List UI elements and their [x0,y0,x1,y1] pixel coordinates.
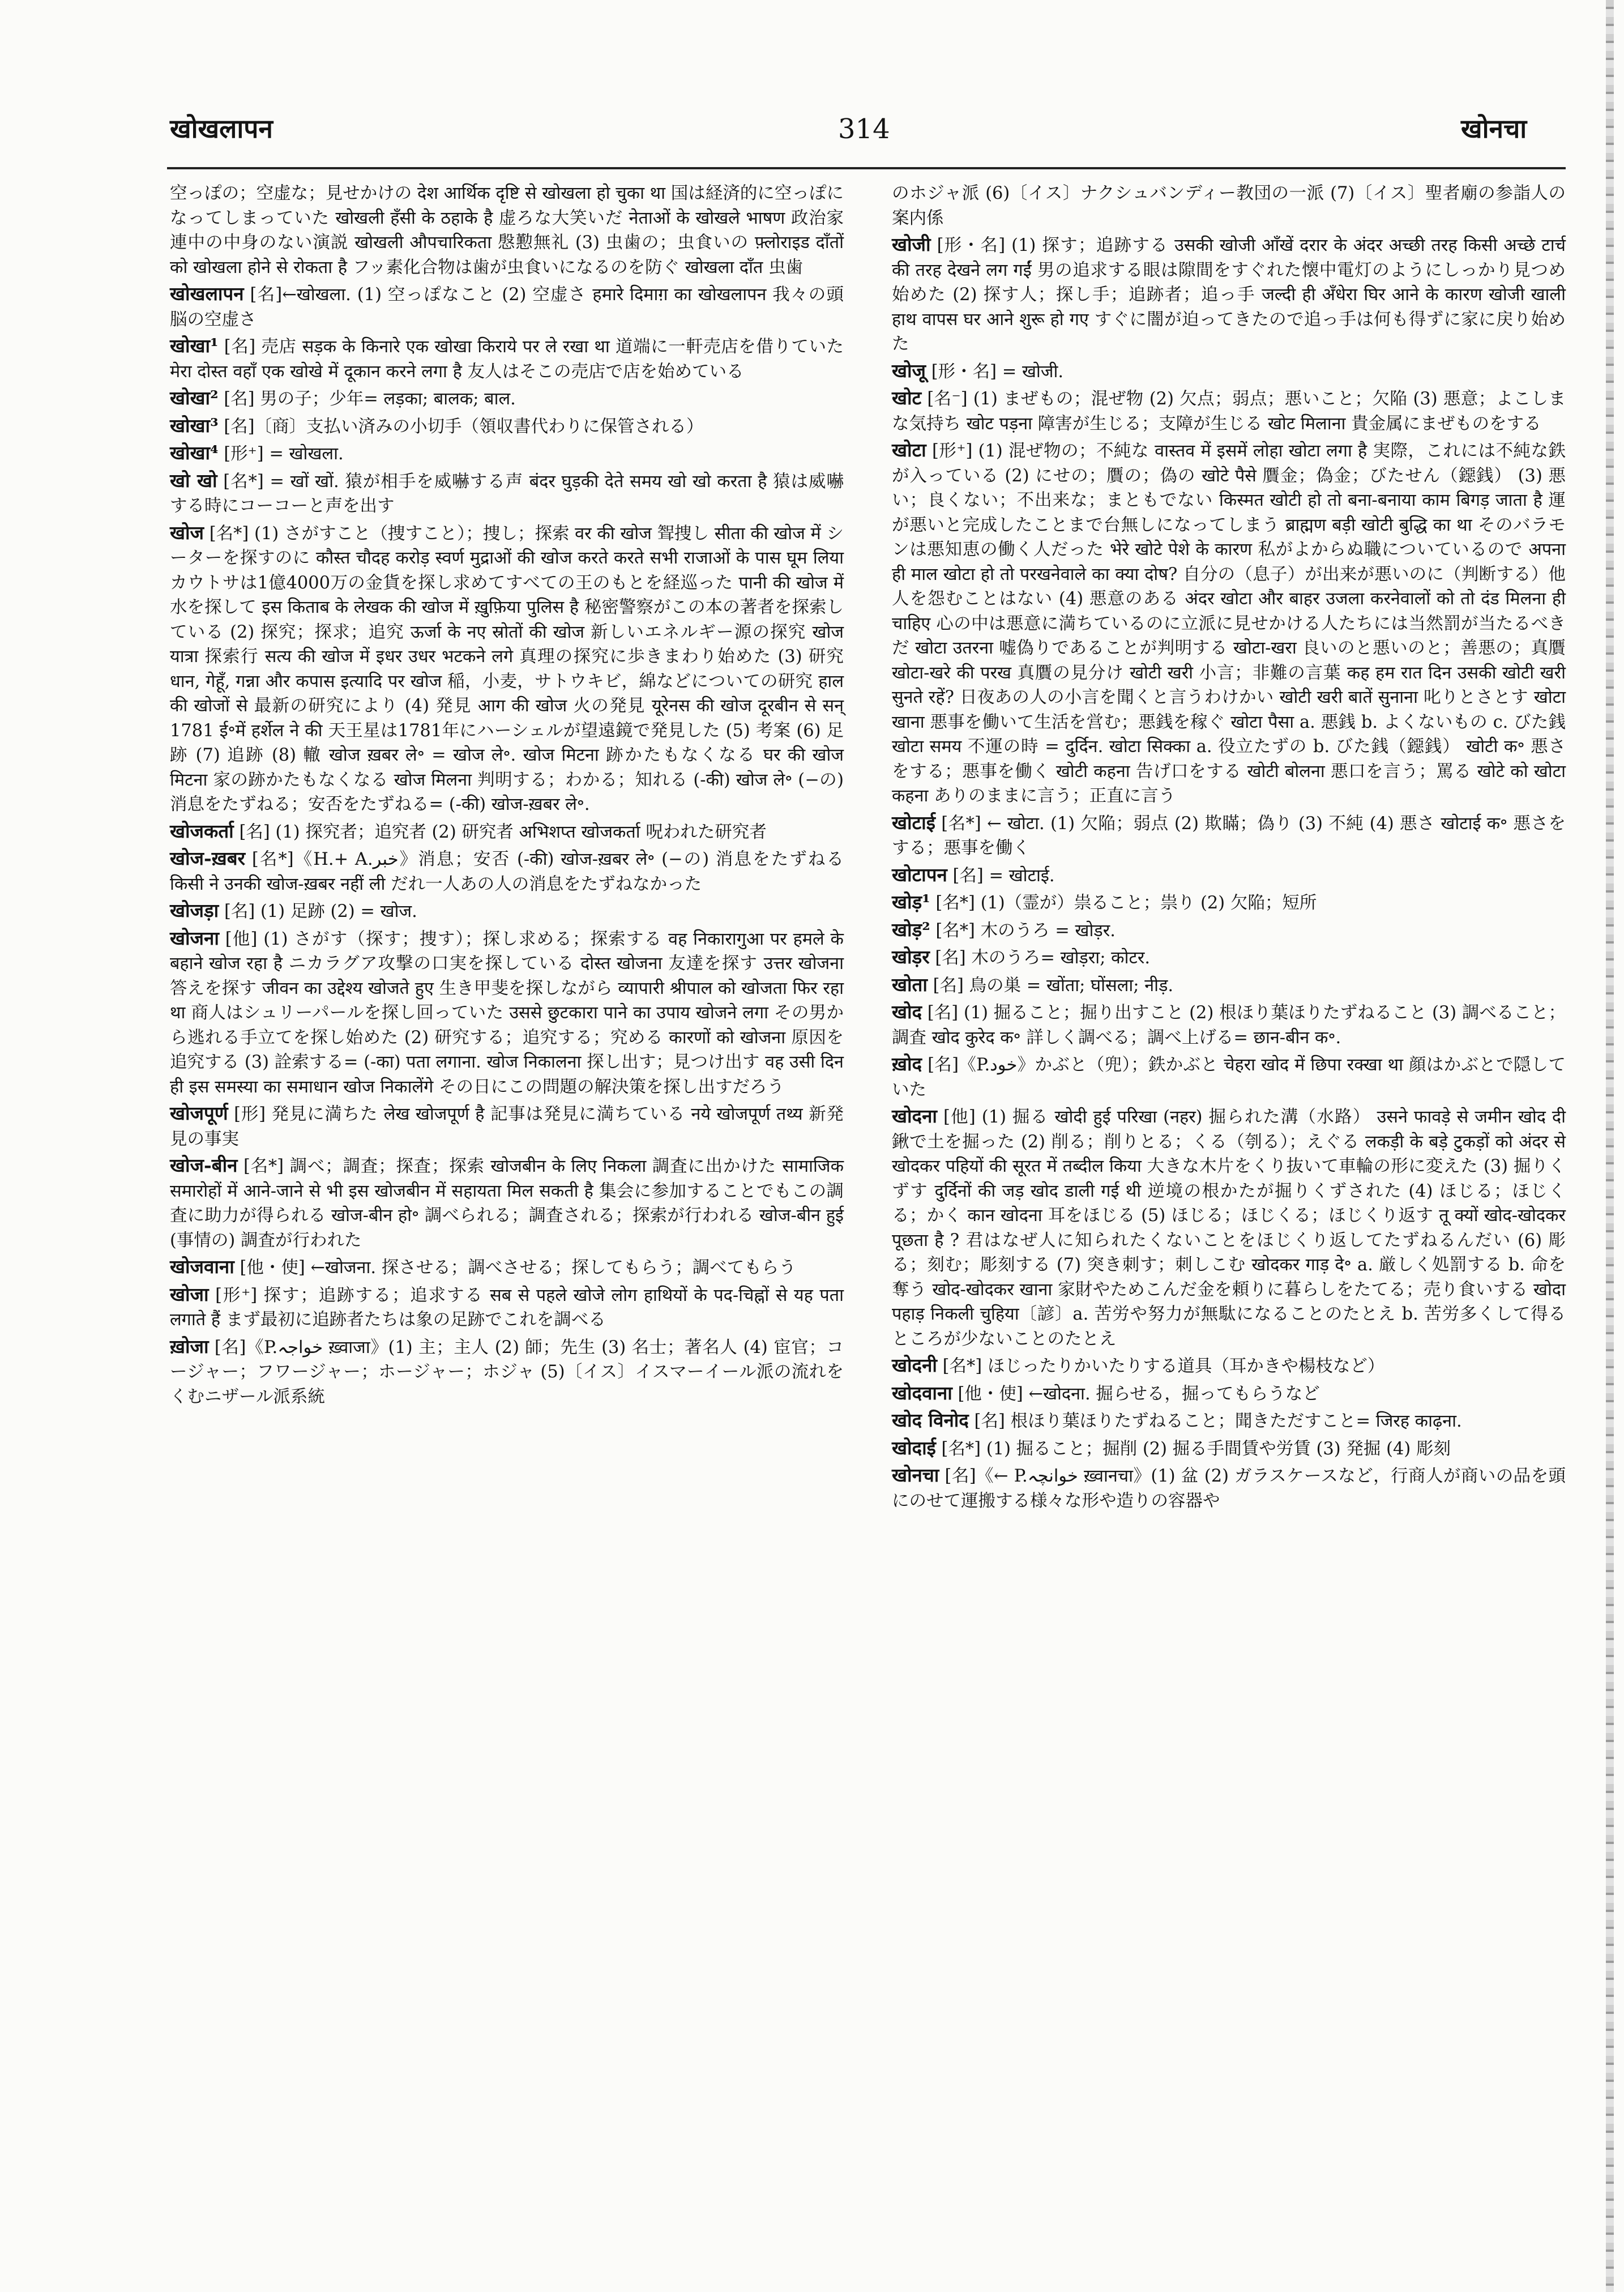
entry-definition: [他・使] ←खोजना. 探させる；調べさせる；探してもらう；調べてもらう [240,1258,796,1278]
dictionary-entry [170,1101,844,1151]
entry-definition: [名*] = खों खों. 猿が相手を威嚇する声 बंदर घुड़की देते समय खो खो करता है 猿は威嚇する時にコーコーと声を出す [170,471,844,516]
entry-definition: [名]《P.خواجہ ख़्वाजा》(1) 主；主人 (2) 師；先生 (3) 名士；著名人 (4) 宦官；コージャー；フワージャー；ホージャー；ホジャ (5)〔イス〕イスマーイール派の流れをくむニザール派系統 [170,1337,844,1407]
dictionary-entry [892,1052,1566,1102]
left-running-headword: खोखलापन [170,113,273,144]
entry-definition: [名] (1) 掘ること；掘り出すこと (2) 根ほり葉ほりたずねること (3) 調べること；調査 खोद कुरेद क॰ 詳しく調べる；調べ上げる= छान-बीन क॰. [892,1003,1566,1048]
entry-headword: खोखा⁴ [170,442,219,464]
entry-headword: खोज [170,521,204,544]
entry-definition: [名] 根ほり葉ほりたずねること；聞きただすこと= जिरह काढ़ना. [974,1411,1462,1431]
entry-definition: [形⁺] 探す；追跡する；追求する सब से पहले खोजे लोग हाथियों के पद-चिह्नों से यह पता लगाते हैं まず最初に追跡者たちは象の足跡でこれを調べる [170,1285,844,1330]
dictionary-entry [170,1254,844,1281]
entry-headword: खोज-बीन [170,1154,238,1176]
dictionary-entry [892,810,1566,861]
page-edge [1606,0,1614,2292]
dictionary-entry [170,819,844,845]
dictionary-entry [170,898,844,924]
dictionary-entry [892,1381,1566,1407]
dictionary-entry [892,1463,1566,1513]
entry-headword: खोजू [892,359,926,382]
entry-headword: खोड़र [892,946,930,968]
dictionary-entry [892,358,1566,385]
entry-definition: 空っぽの；空虚な；見せかけの देश आर्थिक दृष्टि से खोखला हो चुका था 国は経済的に空っぽになってしまっていた खोखली हँसी के ठहाके है 虚ろな大笑いだ नेताओं के खोखले भाषण 政治家連中の中身のない演説 खोखली औपचारिकता 慇懃無礼 (3) 虫歯の；虫食いの फ़्लोराइड दाँतों को खोखला होने से रोकता है フッ素化合物は歯が虫食いになるのを防ぐ खोखला दाँत 虫歯 [170,183,844,278]
dictionary-entry [170,413,844,439]
entry-definition: [名] 鳥の巣 = खोंता; घोंसला; नीड़. [933,975,1174,996]
entry-headword: ख़ोद [892,1053,922,1075]
dictionary-entry [892,1104,1566,1351]
entry-headword: खोड़¹ [892,891,930,913]
dictionary-entry [892,945,1566,971]
entry-headword: खोजी [892,233,931,255]
entry-headword: खोटाई [892,811,935,834]
dictionary-entry [170,846,844,897]
entry-headword: खोखा¹ [170,335,219,357]
dictionary-entry [170,520,844,817]
dictionary-entry [170,386,844,412]
entry-definition: [名] (1) 足跡 (2) = खोज. [224,902,417,921]
entry-headword: खोखा³ [170,414,219,437]
entry-definition: のホジャ派 (6)〔イス〕ナクシュバンディー教団の一派 (7)〔イス〕聖者廟の参詣人の案内係 [892,183,1566,228]
dictionary-entry [170,1334,844,1410]
entry-headword: खोटापन [892,863,947,886]
dictionary-entry [892,386,1566,436]
entry-headword: खोजकर्ता [170,820,234,842]
entry-definition: [名*] 調べ；調査；探査；探索 खोजबीन के लिए निकला 調査に出かけた सामाजिक समारोहों में आने-जाने से भी इस खोजबीन में सहायता मिल सकती है 集会に参加することでもこの調査に助力が得られる खोज-बीन हो॰ 調べられる；調査される；探索が行われる खोज-बीन हुई (事情の) 調査が行われた [170,1156,844,1250]
dictionary-entry [170,181,844,280]
entry-headword: खोजना [170,927,219,949]
entry-definition: [形⁺] (1) 混ぜ物の；不純な वास्तव में इसमें लोहा खोटा लगा है 実際，これには不純な鉄が入っている (2) にせの；贋の；偽の खोटे पैसे 贋金；偽金；びたせん（鐚銭） (3) 悪い；良くない；不出来な；まともでない किस्मत खोटी हो तो बना-बनाया काम बिगड़ जाता है 運が悪いと完成したことまで台無しになってしまう ब्राह्मण बड़ी खोटी बुद्धि का था そのバラモンは悪知恵の働く人だった भेरे खोटे पेशे के कारण 私がよからぬ職についているので अपना ही माल खोटा हो तो परखनेवाले का क्या दोष? 自分の（息子）が出来が悪いのに（判断する）他人を怨むことはない (4) 悪意のある अंदर खोटा और बाहर उजला करनेवालों को तो दंड मिलना ही चाहिए 心の中は悪意に満ちているのに立派に見せかける人たちには当然罰が当たるべきだ खोटा उतरना 嘘偽りであることが判明する खोटा-खरा 良いのと悪いのと；善悪の；真贋 खोटा-खरे की परख 真贋の見分け खोटी खरी 小言；非難の言葉 कह हम रात दिन उसकी खोटी खरी सुनते रहें? 日夜あの人の小言を聞くと言うわけかい खोटी खरी बातें सुनाना 叱りとさとす खोटा खाना 悪事を働いて生活を営む；悪銭を稼ぐ खोटा पैसा a. 悪銭 b. よくないもの c. びた銭 खोटा समय 不運の時 = दुर्दिन. खोटा सिक्का a. 役立たずの b. びた銭（鐚銭） खोटी क॰ 悪さをする；悪事を働く खोटी कहना 告げ口をする खोटी बोलना 悪口を言う；罵る खोटे को खोटा कहना ありのままに言う；正直に言う [892,441,1566,806]
entry-definition: [名]←खोखला. (1) 空っぽなこと (2) 空虚さ हमारे दिमाग़ का खोखलापन 我々の頭脳の空虚さ [170,285,844,330]
entry-definition: [名] (1) 探究者；追究者 (2) 研究者 अभिशप्त खोजकर्ता 呪われた研究者 [239,822,767,842]
entry-headword: खोखा² [170,387,219,409]
entry-headword: खो खो [170,469,217,492]
entry-definition: [名*] 木のうろ = खोड़र. [935,920,1116,941]
entry-headword: खोदना [892,1105,937,1127]
entry-headword: खोदनी [892,1354,937,1376]
entry-headword: खोट [892,387,922,409]
entry-definition: [形] 発見に満ちた लेख खोजपूर्ण है 記事は発見に満ちている नये खोजपूर्ण तथ्य 新発見の事実 [170,1104,844,1149]
entry-definition: [名] 男の子；少年= लड़का; बालक; बाल. [224,389,516,409]
entry-definition: [名⁻] (1) まぜもの；混ぜ物 (2) 欠点；弱点；悪いこと；欠陥 (3) 悪意；よこしまな気持ち खोट पड़ना 障害が生じる；支障が生じる खोट मिलाना 貴金属にまぜものをする [892,389,1566,434]
entry-definition: [名]《← P.خوانچہ ख़्वानचा》(1) 盆 (2) ガラスケースなど，行商人が商いの品を頭にのせて運搬する様々な形や造りの容器や [892,1466,1566,1511]
dictionary-entry [892,1000,1566,1050]
dictionary-entry [170,334,844,384]
entry-definition: [名*] ほじったりかいたりする道具（耳かきや楊枝など） [942,1356,1385,1376]
entry-headword: खोड़² [892,918,930,941]
dictionary-entry [170,1282,844,1333]
entry-definition: [名]《P.خود》かぶと（兜）；鉄かぶと चेहरा खोद में छिपा रक्खा था 顔はかぶとで隠していた [892,1055,1566,1100]
entry-definition: [他・使] ←खोदना. 掘らせる，掘ってもらうなど [958,1384,1320,1404]
entry-headword: खोजड़ा [170,899,219,921]
dictionary-entry [892,1408,1566,1434]
entry-headword: खोजा [170,1283,209,1305]
entry-definition: [名*] (1) 掘ること；掘削 (2) 掘る手間賃や労賃 (3) 発掘 (4) 彫刻 [941,1439,1451,1459]
dictionary-entry [892,863,1566,889]
entry-headword: खोटा [892,439,926,461]
entry-headword: खोद विनोद [892,1409,969,1431]
entry-definition: [名] 木のうろ= खोड़रा; कोटर. [935,948,1151,968]
entry-headword: खोज-ख़बर [170,847,246,869]
dictionary-entry [892,1436,1566,1462]
dictionary-entry [892,1353,1566,1379]
entry-definition: [名*] (1)（霊が）祟ること；祟り (2) 欠陥；短所 [935,893,1317,913]
entry-definition: [名*] ← खोटा. (1) 欠陥；弱点 (2) 欺瞞；偽り (3) 不純 (4) 悪さ खोटाई क॰ 悪さをする；悪事を働く [892,813,1566,858]
entry-definition: [形・名] (1) 探す；追跡する उसकी खोजी आँखें दरार के अंदर अच्छी तरह किसी अच्छे टार्च की तरह देखने लग गईं 男の追求する眼は隙間をすぐれた懐中電灯のようにしっかり見つめ始めた (2) 探す人；探し手；追跡者；追っ手 जल्दी ही अँधेरा घिर आने के कारण खोजी खाली हाथ वापस घर आने शुरू हो गए すぐに闇が迫ってきたので追っ手は何も得ずに家に戻り始めた [892,236,1566,354]
entry-headword: खोदाई [892,1436,936,1459]
entry-headword: खोनचा [892,1464,939,1486]
entry-headword: खोजवाना [170,1256,234,1278]
entry-headword: खोता [892,973,928,996]
page-header [0,0,1624,187]
left-column [170,181,844,1411]
dictionary-entry [892,890,1566,916]
dictionary-entry [892,181,1566,231]
right-column [892,181,1566,1515]
dictionary-entry [892,972,1566,998]
dictionary-entry [892,232,1566,357]
entry-definition: [名] = खोटाई. [952,865,1055,886]
dictionary-entry [170,1153,844,1253]
right-running-headword: खोनचा [1461,113,1527,144]
entry-definition: [形・名] = खोजी. [931,361,1064,382]
header-rule [167,167,1566,169]
dictionary-entry [170,441,844,467]
entry-headword: खोजपूर्ण [170,1102,228,1124]
entry-definition: [名*]《H.+ A.خبر》消息；安否 (-की) खोज-ख़बर ले॰ (−の) 消息をたずねる किसी ने उनकी खोज-ख़बर नहीं ली だれ一人あの人の消息をたずねなかった [170,850,844,894]
entry-definition: [他] (1) さがす（探す；捜す）；探し求める；探索する वह निकारागुआ पर हमले के बहाने खोज रहा है ニカラグア攻撃の口実を探している दोस्त खोजना 友達を探す उत्तर खोजना 答えを探す जीवन का उद्देश्य खोजते हुए 生き甲斐を探しながら व्यापारी श्रीपाल को खोजता फिर रहा था 商人はシュリーパールを探し回っていた उससे छुटकारा पाने का उपाय खोजने लगा その男から逃れる手立てを探し始めた (2) 研究する；追究する；究める कारणों को खोजना 原因を追究する (3) 詮索する= (-का) पता लगाना. खोज निकालना 探し出す；見つけ出す वह उसी दिन ही इस समस्या का समाधान खोज निकालेंगे その日にこの問題の解決策を探し出すだろう [170,929,844,1097]
entry-headword: खोखलापन [170,283,244,305]
dictionary-entry [170,468,844,519]
entry-definition: [形⁺] = खोखला. [224,444,344,464]
page-number: 314 [838,113,890,145]
dictionary-entry [892,917,1566,944]
entry-definition: [他] (1) 掘る खोदी हुई परिखा (नहर) 掘られた溝（水路） उसने फावड़े से जमीन खोद दी 鍬で土を掘った (2) 削る；削りとる；くる（刳る）；えぐる लकड़ी के बड़े टुकड़ों को अंदर से खोदकर पहियों की सूरत में तब्दील किया 大きな木片をくり抜いて車輪の形に変えた (3) 掘りくずす दुर्दिनों की जड़ खोद डाली गई थी 逆境の根かたが掘りくずされた (4) ほじる；ほじくる；かく कान खोदना 耳をほじる (5) ほじる；ほじくる；ほじくり返す तू क्यों खोद-खोदकर पूछता है ? 君はなぜ人に知られたくないことをほじくり返してたずねるんだい (6) 彫る；刻む；彫刻する (7) 突き刺す；刺しこむ खोदकर गाड़ दे॰ a. 厳しく処罰する b. 命を奪う खोद-खोदकर खाना 家財やためこんだ金を頼りに暮らしをたてる；売り食いする खोदा पहाड़ निकली चुहिया〔諺〕a. 苦労や努力が無駄になることのたとえ b. 苦労多くして得るところが少ないことのたとえ [892,1107,1566,1349]
entry-headword: खोदवाना [892,1381,952,1404]
dictionary-entry [892,438,1566,809]
entry-definition: [名] 売店 सड़क के किनारे एक खोखा किराये पर ले रखा था 道端に一軒売店を借りていた मेरा दोस्त वहाँ एक खोखे में दूकान करने लगा है 友人はそこの売店で店を始めている [170,337,844,382]
dictionary-entry [170,281,844,332]
dictionary-entry [170,926,844,1100]
entry-headword: ख़ोजा [170,1335,209,1358]
entry-definition: [名]〔商〕支払い済みの小切手（領収書代わりに保管される） [224,416,704,437]
entry-headword: खोद [892,1001,922,1023]
entry-definition: [名*] (1) さがすこと（捜すこと）；捜し；探索 वर की खोज 聟捜し सीता की खोज में シーターを探すのに कौस्त चौदह करोड़ स्वर्ण मुद्राओं की खोज करते करते सभी राजाओं के पास घूम लिया カウトサは1億4000万の金貨を探し求めてすべての王のもとを経巡った पानी की खोज में 水を探して इस किताब के लेखक की खोज में ख़ुफ़िया पुलिस है 秘密警察がこの本の著者を探索している (2) 探究；探求；追究 ऊर्जा के नए स्रोतों की खोज 新しいエネルギー源の探究 खोज यात्रा 探索行 सत्य की खोज में इधर उधर भटकने लगे 真理の探究に歩きまわり始めた (3) 研究 धान, गेहूँ, गन्ना और कपास इत्यादि पर खोज 稲，小麦，サトウキビ，綿などについての研究 हाल की खोजों से 最新の研究により (4) 発見 आग की खोज 火の発見 यूरेनस की खोज दूरबीन से सन् 1781 ई॰में हर्शेल ने की 天王星は1781年にハーシェルが望遠鏡で発見した (5) 考案 (6) 足跡 (7) 追跡 (8) 轍 खोज ख़बर ले॰ = खोज ले॰. खोज मिटना 跡かたもなくなる घर की खोज मिटना 家の跡かたもなくなる खोज मिलना 判明する；わかる；知れる (-की) खोज ले॰ (−の) 消息をたずねる；安否をたずねる= (-की) खोज-ख़बर ले॰. [170,523,844,814]
